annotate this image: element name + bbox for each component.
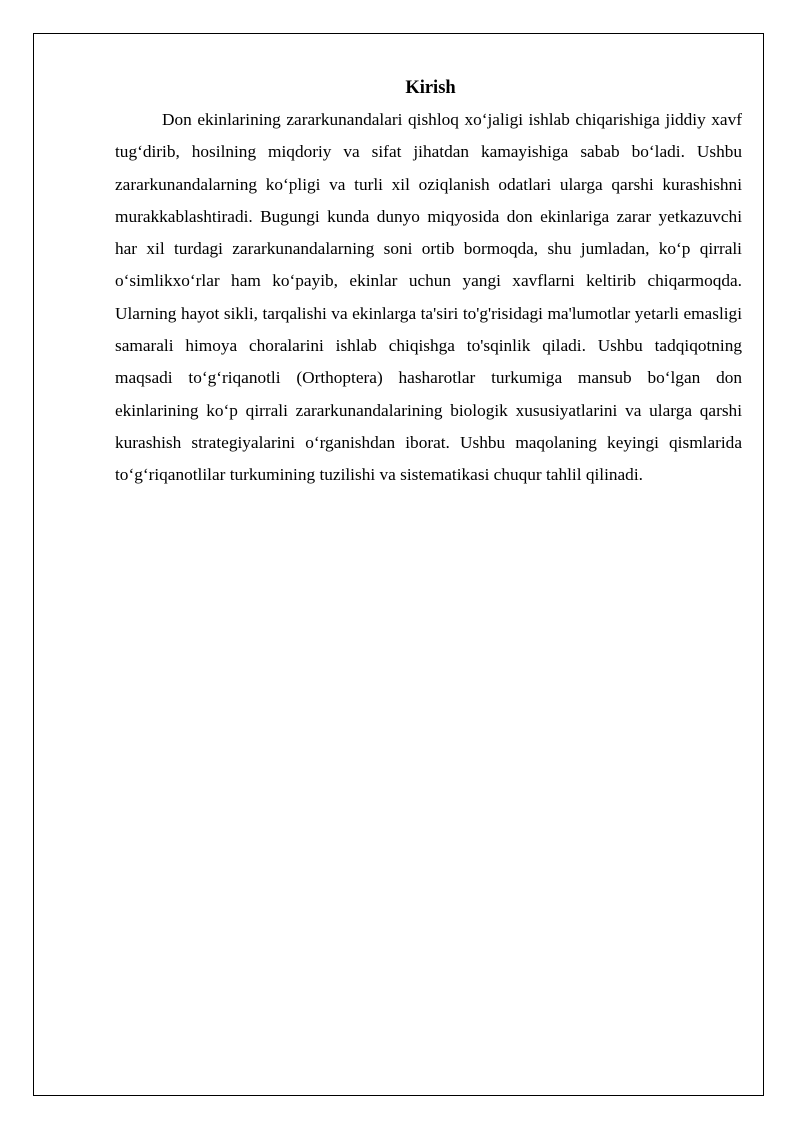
body-paragraph: Don ekinlarining zararkunandalari qishloq xo‘jaligi ishlab chiqarishiga jiddiy xavf tug‘dirib, hosilning miqdoriy va sifat jihatdan kamayishiga sabab bo‘ladi. Ushbu zararkunandalarning ko‘pligi va turli xil oziqlanish odatlari ularga qarshi kurashishni murakkablashtiradi. Bugungi kunda dunyo miqyosida don ekinlariga zarar yetkazuvchi har xil turdagi zararkunandalarning soni ortib bormoqda, shu jumladan, ko‘p qirrali o‘simlikxo‘rlar ham ko‘payib, ekinlar uchun yangi xavflarni keltirib chiqarmoqda. Ularning hayot sikli, tarqalishi va ekinlarga ta'siri to'g'risidagi ma'lumotlar yetarli emasligi samarali himoya choralarini ishlab chiqishga to'sqinlik qiladi. Ushbu tadqiqotning maqsadi to‘g‘riqanotli (Orthoptera) hasharotlar turkumiga mansub bo‘lgan don ekinlarining ko‘p qirrali zararkunandalarining biologik xususiyatlarini va ularga qarshi kurashish strategiyalarini o‘rganishdan iborat. Ushbu maqolaning keyingi qismlarida to‘g‘riqanotlilar turkumining tuzilishi va sistematikasi chuqur tahlil qilinadi.	[115, 110, 742, 485]
section-title: Kirish	[405, 78, 456, 98]
document-body	[115, 72, 742, 492]
